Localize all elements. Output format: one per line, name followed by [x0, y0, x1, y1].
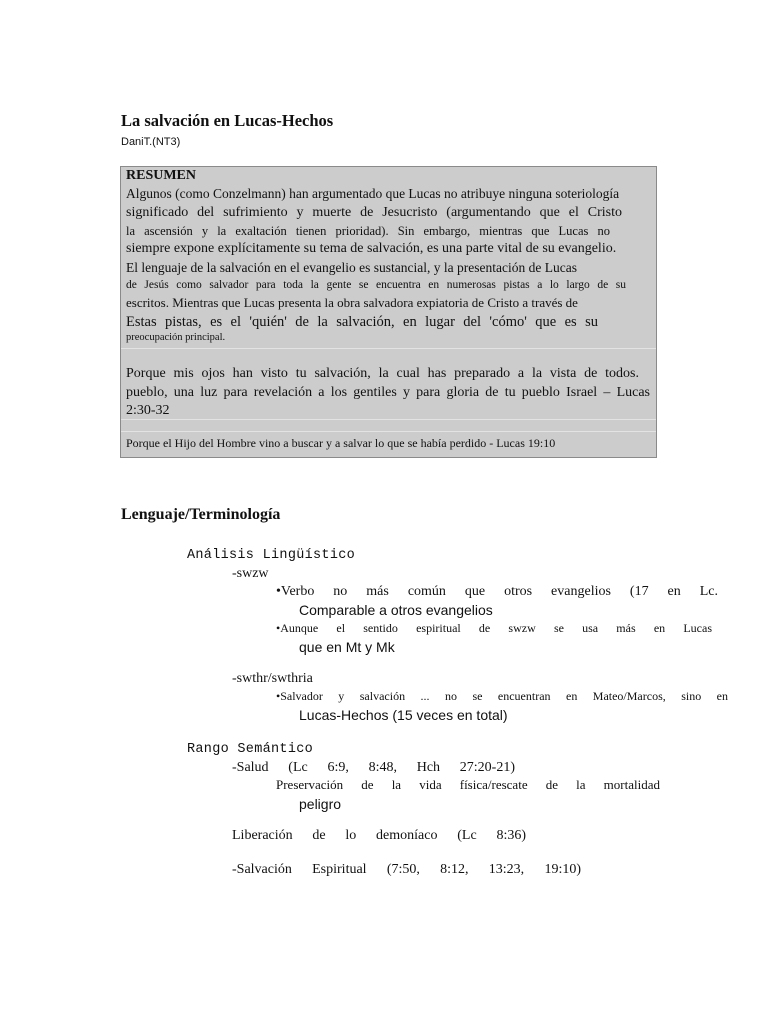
bullet-item: •Verbo no más común que otros evangelios (17 en Lc.: [276, 584, 718, 599]
summary-box: [120, 166, 657, 458]
divider: [121, 348, 656, 349]
summary-heading: RESUMEN: [126, 168, 197, 183]
semantic-item: Liberación de lo demoníaco (Lc 8:36): [232, 828, 526, 843]
semantic-item: -Salvación Espiritual (7:50, 8:12, 13:23, 19:10): [232, 862, 581, 877]
quote-line: pueblo, una luz para revelación a los gentiles y para gloria de tu pueblo Israel – Lucas: [126, 385, 650, 400]
divider: [121, 431, 656, 432]
summary-line: significado del sufrimiento y muerte de Jesucristo (argumentando que el Cristo: [126, 205, 622, 220]
summary-line: Estas pistas, es el 'quién' de la salvación, en lugar del 'cómo' que es su: [126, 314, 598, 330]
bullet-item-continuation: Comparable a otros evangelios: [299, 602, 493, 618]
summary-line: de Jesús como salvador para toda la gente se encuentra en numerosas pistas a lo largo de su: [126, 279, 626, 291]
quote-line: Porque el Hijo del Hombre vino a buscar y a salvar lo que se había perdido - Lucas 19:10: [126, 436, 556, 450]
summary-line: Algunos (como Conzelmann) han argumentado que Lucas no atribuye ninguna soteriología: [126, 186, 620, 201]
summary-line: la ascensión y la exaltación tienen prioridad). Sin embargo, mientras que Lucas no: [126, 224, 610, 238]
term-label: -swzw: [232, 566, 269, 581]
bullet-item-continuation: Lucas-Hechos (15 veces en total): [299, 707, 508, 723]
subsection-heading-analysis: Análisis Lingüístico: [187, 548, 356, 563]
semantic-description: Preservación de la vida física/rescate de la mortalidad: [276, 777, 660, 792]
summary-line: preocupación principal.: [126, 332, 226, 343]
semantic-item: -Salud (Lc 6:9, 8:48, Hch 27:20-21): [232, 760, 515, 775]
quote-line: 2:30-32: [126, 403, 170, 418]
bullet-item: •Aunque el sentido espiritual de swzw se usa más en Lucas: [276, 621, 712, 635]
summary-line: siempre expone explícitamente su tema de salvación, es una parte vital de su evangelio.: [126, 241, 617, 256]
bullet-item-continuation: que en Mt y Mk: [299, 639, 395, 655]
term-label: -swthr/swthria: [232, 671, 313, 686]
document-author: DaniT.(NT3): [121, 136, 181, 148]
summary-line: El lenguaje de la salvación en el evangelio es sustancial, y la presentación de Lucas: [126, 260, 577, 275]
quote-line: Porque mis ojos han visto tu salvación, la cual has preparado a la vista de todos.: [126, 366, 639, 381]
subsection-heading-semantic: Rango Semántico: [187, 742, 314, 757]
bullet-item: •Salvador y salvación ... no se encuentran en Mateo/Marcos, sino en: [276, 689, 728, 703]
divider: [121, 419, 656, 420]
section-heading: Lenguaje/Terminología: [121, 506, 281, 523]
summary-line: escritos. Mientras que Lucas presenta la obra salvadora expiatoria de Cristo a través de: [126, 295, 578, 310]
document-title: La salvación en Lucas-Hechos: [121, 111, 334, 130]
semantic-description-continuation: peligro: [299, 796, 342, 812]
